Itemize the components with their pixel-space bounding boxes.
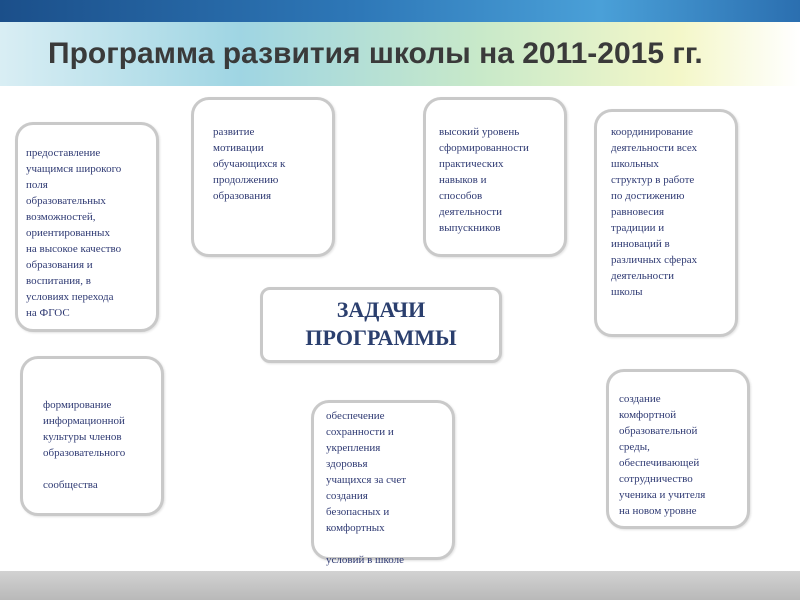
center-node [260,287,502,363]
task-text-6: обеспечение сохранности и укрепления здоровья учащихся за счет создания безопасных и комфортных условий в школе [326,410,407,566]
task-text-5: формирование информационной культуры членов образовательного сообщества [43,399,126,491]
task-box-1 [15,122,159,332]
header-accent-band [0,0,800,22]
task-text-2: развитие мотивации обучающихся к продолжению образования [213,126,286,202]
task-box-5 [20,356,164,516]
task-box-3 [423,97,567,257]
task-box-7 [606,369,750,529]
center-label: ЗАДАЧИ ПРОГРАММЫ [305,297,457,350]
task-text-1: предоставление учащимся широкого поля образовательных возможностей, ориентированных на высокое качество образования и воспитания, в условиях перехода на ФГОС [26,147,122,319]
task-box-4 [594,109,738,337]
footer-band [0,571,800,600]
task-box-6 [311,400,455,566]
task-box-2 [191,97,335,257]
task-text-7: создание комфортной образовательной среды, обеспечивающей сотрудничество ученика и учителя на новом уровне [619,393,706,517]
slide-title: Программа развития школы на 2011-2015 гг. [48,37,703,70]
task-text-4: координирование деятельности всех школьных структур в работе по достижению равновесия традиции и инноваций в различных сферах деятельности школы [611,126,698,298]
task-text-3: высокий уровень сформированности практических навыков и способов деятельности выпускников [439,126,529,234]
